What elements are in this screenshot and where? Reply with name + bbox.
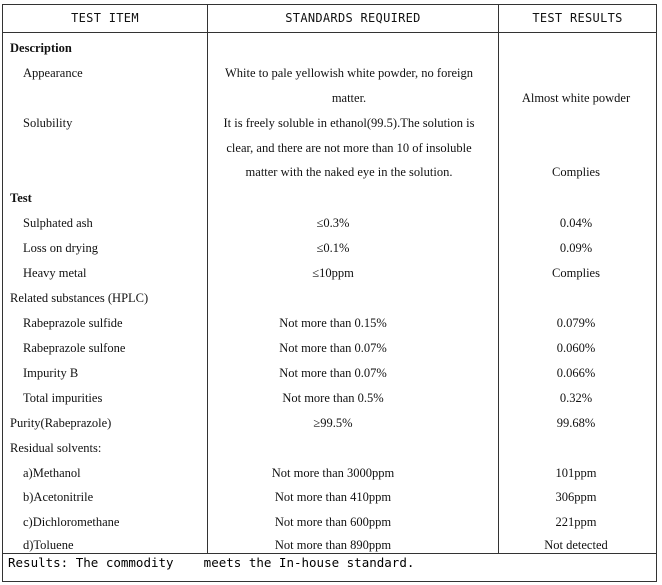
appearance-result: Almost white powder xyxy=(521,91,631,105)
row-result: 0.066% xyxy=(556,366,596,380)
row-standard: ≤10ppm xyxy=(312,266,354,280)
row-item: Heavy metal xyxy=(23,266,87,280)
row-standard: Not more than 3000ppm xyxy=(271,466,395,480)
row-item: Residual solvents: xyxy=(10,441,102,455)
header-standards: STANDARDS REQUIRED xyxy=(285,11,421,25)
row-item: Purity(Rabeprazole) xyxy=(10,416,112,430)
coa-table xyxy=(2,4,657,582)
footer-divider xyxy=(3,553,656,554)
row-item: Total impurities xyxy=(23,391,103,405)
header-test-item: TEST ITEM xyxy=(71,11,139,25)
row-item: b)Acetonitrile xyxy=(23,490,94,504)
row-standard: ≤0.3% xyxy=(316,216,350,230)
row-result: 0.09% xyxy=(559,241,593,255)
row-item: a)Methanol xyxy=(23,466,81,480)
row-item: Loss on drying xyxy=(23,241,98,255)
row-standard: Not more than 890ppm xyxy=(274,538,392,552)
row-result: 306ppm xyxy=(555,490,597,504)
row-result: 0.32% xyxy=(559,391,593,405)
row-item: Related substances (HPLC) xyxy=(10,291,149,305)
row-item: Impurity B xyxy=(23,366,79,380)
row-standard: Not more than 410ppm xyxy=(274,490,392,504)
header-divider xyxy=(3,32,656,33)
appearance-label: Appearance xyxy=(23,66,83,80)
header-results: TEST RESULTS xyxy=(532,11,623,25)
row-result: 0.04% xyxy=(559,216,593,230)
row-standard: Not more than 600ppm xyxy=(274,515,392,529)
row-result: 0.060% xyxy=(556,341,596,355)
row-standard: Not more than 0.07% xyxy=(279,341,387,355)
row-standard: Not more than 0.15% xyxy=(279,316,387,330)
section-test: Test xyxy=(10,191,32,205)
appearance-standard-line2: matter. xyxy=(331,91,367,105)
row-result: 0.079% xyxy=(556,316,596,330)
solubility-standard-line2: clear, and there are not more than 10 of insoluble xyxy=(226,141,472,155)
row-result: 101ppm xyxy=(555,466,597,480)
row-standard: Not more than 0.07% xyxy=(279,366,387,380)
section-description: Description xyxy=(10,41,72,55)
solubility-label: Solubility xyxy=(23,116,73,130)
row-result: 221ppm xyxy=(555,515,597,529)
row-item: c)Dichloromethane xyxy=(23,515,120,529)
row-standard: ≤0.1% xyxy=(316,241,350,255)
solubility-result: Complies xyxy=(552,165,600,179)
row-standard: ≥99.5% xyxy=(313,416,353,430)
row-item: Sulphated ash xyxy=(23,216,93,230)
solubility-standard-line1: It is freely soluble in ethanol(99.5).The solution is xyxy=(223,116,475,130)
row-item: Rabeprazole sulfide xyxy=(23,316,123,330)
row-result: Not detected xyxy=(544,538,608,552)
solubility-standard-line3: matter with the naked eye in the solution. xyxy=(245,165,453,179)
row-item: d)Toluene xyxy=(23,538,74,552)
appearance-standard-line1: White to pale yellowish white powder, no foreign xyxy=(224,66,474,80)
row-standard: Not more than 0.5% xyxy=(282,391,384,405)
row-item: Rabeprazole sulfone xyxy=(23,341,126,355)
results-statement: Results: The commodity meets the In-house standard. xyxy=(8,555,415,570)
row-result: 99.68% xyxy=(556,416,596,430)
row-result: Complies xyxy=(552,266,600,280)
